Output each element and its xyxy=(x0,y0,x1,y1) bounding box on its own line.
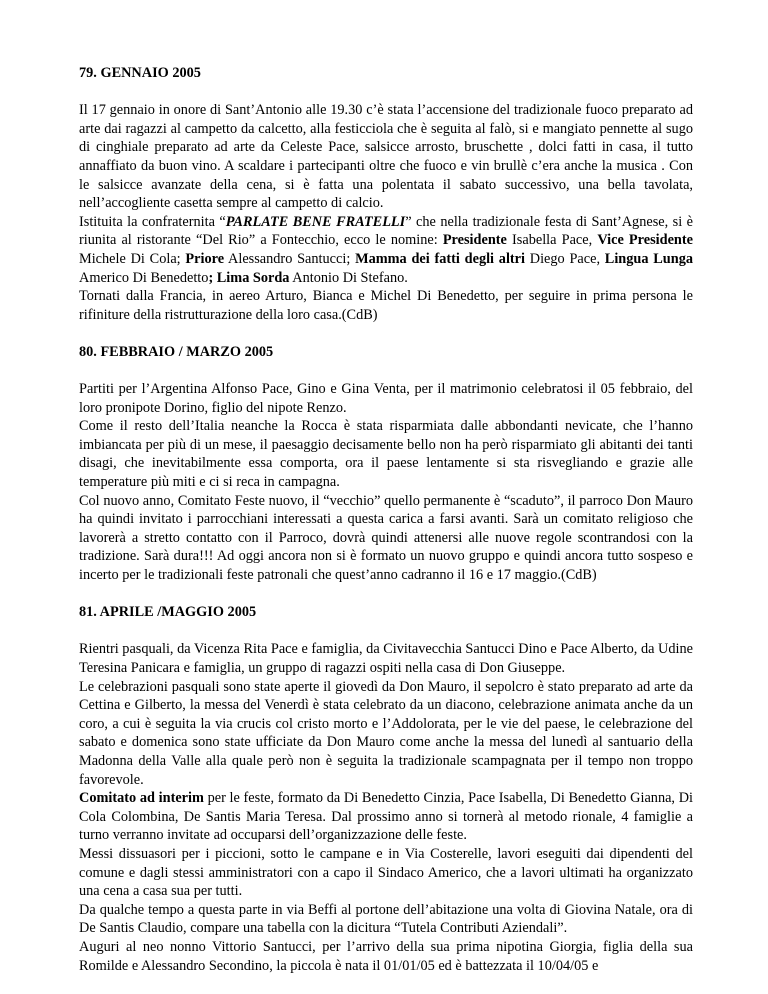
text-run: Messi dissuasori per i piccioni, sotto le campane e in Via Costerelle, lavori eseguiti dai dipendenti del comune e dagli stessi amministratori con a capo il Sindaco Americo, che a lavori ultimati ha organizzato una cena a casa sua per tutti. xyxy=(79,845,693,900)
text-run: per le feste, formato da Di Benedetto Cinzia, Pace Isabella, Di Benedetto Gianna, Di Cola Colombina, De Santis Maria Teresa. Dal prossimo anno si tornerà al metodo rionale, 4 famiglie a turno verranno invitate ad occuparsi dell’organizzazione delle feste. xyxy=(79,790,693,844)
document-page xyxy=(79,64,693,994)
text-run: Come il resto dell’Italia neanche la Rocca è stata risparmiata dalle abbondanti nevicate, che l’hanno imbiancata per più di un mese, il paesaggio decisamente bello non ha però risparmiato gli abitanti dei tanti disagi, che inevitabilmente essa comporta, ora il paese lentamente si sta risvegliando e grazie alle temperature più miti e ci si reca in campagna. xyxy=(79,418,693,491)
paragraph xyxy=(79,938,693,975)
article-section xyxy=(79,603,693,975)
emphasis-text: ; Lima Sorda xyxy=(208,269,290,286)
section-heading: 80. FEBBRAIO / MARZO 2005 xyxy=(79,343,274,360)
section-heading: 79. GENNAIO 2005 xyxy=(79,65,201,81)
emphasis-text: Lingua Lunga xyxy=(604,250,694,267)
text-run: Rientri pasquali, da Vicenza Rita Pace e famiglia, da Civitavecchia Santucci Dino e Pace Alberto, da Udine Teresina Panicara e famiglia, un gruppo di ragazzi ospiti nella casa di Don Giuseppe. xyxy=(79,641,693,676)
emphasis-text: Comitato ad interim xyxy=(79,790,204,807)
text-run: Col nuovo anno, Comitato Feste nuovo, il “vecchio” quello permanente è “scaduto”, il parroco Don Mauro ha quindi invitato i parrocchiani interessati a questa carica a farsi avanti. Sarà un comitato religioso che lavorerà a stretto contatto con il Parroco, dovrà quindi attenersi alle nuove regole scontrandosi con la tradizione. Sarà dura!!! Ad oggi ancora non si è formato un nuovo gruppo e quindi ancora tutto sospeso e incerto per le tradizionali feste patronali che quest’anno cadranno il 16 e 17 maggio.(CdB) xyxy=(79,492,693,584)
emphasis-text: PARLATE BENE FRATELLI xyxy=(225,213,406,230)
text-run: Americo Di Benedetto xyxy=(79,269,209,286)
paragraph xyxy=(79,417,693,491)
paragraph xyxy=(79,287,693,324)
article-section xyxy=(79,64,693,324)
text-run: Antonio Di Stefano. xyxy=(289,269,408,286)
text-run: Da qualche tempo a questa parte in via Beffi al portone dell’abitazione una volta di Giovina Natale, ora di De Santis Claudio, compare una tabella con la dicitura “Tutela Contributi Aziendali”. xyxy=(79,901,693,937)
paragraph xyxy=(79,380,693,417)
paragraph xyxy=(79,678,693,790)
paragraph xyxy=(79,213,693,287)
paragraph xyxy=(79,901,693,938)
text-run: Auguri al neo nonno Vittorio Santucci, per l’arrivo della sua prima nipotina Giorgia, figlia della sua Romilde e Alessandro Secondino, la piccola è nata il 01/01/05 ed è battezzata il 10/04/05 e xyxy=(79,938,693,974)
text-run: ” che nella tradizionale festa di Sant’Agnese, si è riunita al ristorante “Del Rio” a Fontecchio, ecco le nomine: xyxy=(79,213,693,249)
article-section xyxy=(79,343,693,585)
emphasis-text: Priore xyxy=(185,250,225,267)
paragraph xyxy=(79,640,693,677)
emphasis-text: Mamma dei fatti degli altri xyxy=(355,250,525,267)
text-run: Michele Di Cola; xyxy=(79,250,186,267)
emphasis-text: Presidente xyxy=(442,232,507,249)
text-run: Il 17 gennaio in onore di Sant’Antonio alle 19.30 c’è stata l’accensione del tradizionale fuoco preparato ad arte dai ragazzi al campetto da calcetto, alla festicciola che è seguita al falò, si e mangiato pennette al sugo di cinghiale preparato ad arte da Celeste Pace, salsicce arrosto, bruschette , dolci fatti in casa, il tutto annaffiato da buon vino. A scaldare i partecipanti oltre che fuoco e vin brullè c’era anche la musica . Con le salsicce avanzate della cena, si è fatta una polentata il sabato successivo, una bella tavolata, nell’accogliente casetta sempre al campetto di calcio. xyxy=(79,102,693,212)
emphasis-text: Vice Presidente xyxy=(597,232,693,249)
paragraph xyxy=(79,492,693,585)
text-run: Isabella Pace, xyxy=(506,232,598,249)
section-heading: 81. APRILE /MAGGIO 2005 xyxy=(79,604,257,621)
text-run: Partiti per l’Argentina Alfonso Pace, Gino e Gina Venta, per il matrimonio celebratosi il 05 febbraio, del loro pronipote Dorino, figlio del nipote Renzo. xyxy=(79,381,693,416)
paragraph xyxy=(79,101,693,213)
text-run: Alessandro Santucci; xyxy=(224,250,356,267)
text-run: Le celebrazioni pasquali sono state aperte il giovedì da Don Mauro, il sepolcro è stato preparato ad arte da Cettina e Gilberto, la messa del Venerdì è stata celebrato da un diacono, celebrazione animata anche da un coro, a cui è seguita la via crucis col cristo morto e l’Addolorata, per le vie del paese, le celebrazione del sabato e domenica sono state ufficiate da Don Mauro come anche la messa del lunedì al santuario della Madonna della Valle alla quale però non è seguita la tradizionale scampagnata per il tempo non troppo favorevole. xyxy=(79,678,693,788)
text-run: Diego Pace, xyxy=(525,250,605,267)
paragraph xyxy=(79,789,693,845)
text-run: Istituita la confraternita “ xyxy=(79,213,226,230)
text-run: Tornati dalla Francia, in aereo Arturo, Bianca e Michel Di Benedetto, per seguire in prima persona le rifiniture della ristrutturazione della loro casa.(CdB) xyxy=(79,288,693,323)
paragraph xyxy=(79,845,693,901)
